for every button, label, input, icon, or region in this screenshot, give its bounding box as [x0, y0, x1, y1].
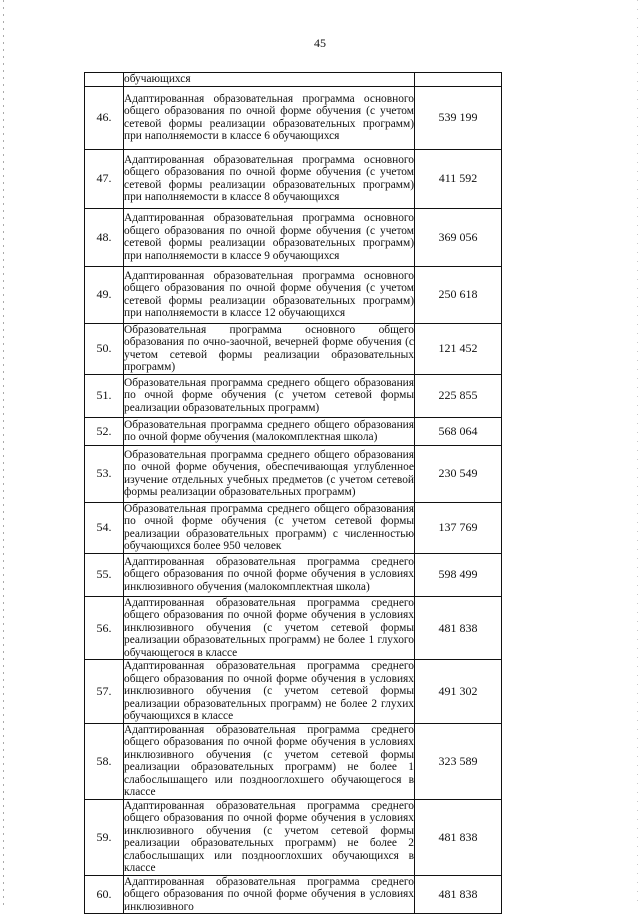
program-description: Адаптированная образовательная программа среднего общего образования по очной форме обучения в условиях инклюзивного обучения (с учетом сетевой формы реализации образовательных программ) не более 1 слабослышащего или позднооглохшего обучающегося в классе — [124, 723, 414, 798]
amount-value: 137 769 — [415, 502, 502, 553]
amount-value: 411 592 — [415, 149, 502, 208]
row-number: 54. — [85, 502, 124, 553]
amount-value: 481 838 — [415, 875, 502, 914]
program-description: Образовательная программа среднего общего образования по очной форме обучения (малокомплектная школа) — [124, 418, 414, 443]
program-description: Адаптированная образовательная программа среднего общего образования по очной форме обучения в условиях инклюзивного обучения (с учетом сетевой формы реализации образовательных программ) не более 2 слабослышащих или позднооглохших обучающихся в классе — [124, 799, 414, 874]
amount-value: 568 064 — [415, 417, 502, 445]
row-number: 47. — [85, 149, 124, 208]
program-description: Образовательная программа основного общего образования по очно-заочной, вечерней форме обучения (с учетом сетевой формы реализации образовательных программ) — [124, 323, 414, 373]
amount-value: 230 549 — [415, 445, 502, 502]
row-number: 49. — [85, 266, 124, 323]
table-row — [85, 208, 502, 266]
row-number: 51. — [85, 374, 124, 417]
table-row — [85, 660, 502, 724]
row-number: 52. — [85, 417, 124, 445]
program-description: Адаптированная образовательная программа основного общего образования по очной форме обучения (с учетом сетевой формы реализации образовательных программ) при наполняемости в классе 6 обучающихся — [124, 86, 415, 149]
row-number: 55. — [85, 553, 124, 596]
scan-edge-right — [637, 0, 638, 905]
row-number: 46. — [85, 86, 124, 149]
amount-value: 323 589 — [415, 723, 502, 799]
program-description: Образовательная программа среднего общего образования по очной форме обучения (с учетом сетевой формы реализации образовательных программ) с численностью обучающихся более 950 человек — [124, 502, 414, 552]
program-description: Образовательная программа среднего общего образования по очной форме обучения, обеспечивающая углубленное изучение отдельных учебных предметов (с учетом сетевой формы реализации образовательных программ) — [124, 445, 415, 502]
amount-value — [415, 73, 502, 87]
amount-value: 481 838 — [415, 799, 502, 875]
row-number: 48. — [85, 208, 124, 266]
table-row — [85, 596, 502, 660]
amount-value: 369 056 — [415, 208, 502, 266]
row-number — [85, 73, 124, 87]
row-number: 60. — [85, 875, 124, 914]
amount-value: 598 499 — [415, 553, 502, 596]
amount-value: 250 618 — [415, 266, 502, 323]
table-row — [85, 417, 502, 445]
amount-value: 539 199 — [415, 86, 502, 149]
program-description: Адаптированная образовательная программа среднего общего образования по очной форме обучения в условиях инклюзивного обучения (с учетом сетевой формы реализации образовательных программ) не более 1 глухого обучающегося в классе — [124, 596, 414, 659]
program-description: Адаптированная образовательная программа основного общего образования по очной форме обучения (с учетом сетевой формы реализации образовательных программ) при наполняемости в классе 12 обучающихся — [124, 266, 415, 323]
page-number: 45 — [314, 36, 326, 50]
table-row — [85, 149, 502, 208]
row-number: 56. — [85, 596, 124, 660]
row-number: 50. — [85, 323, 124, 374]
program-description: Адаптированная образовательная программа среднего общего образования по очной форме обучения в условиях инклюзивного обучения (малокомплектная школа) — [124, 553, 415, 596]
table-row — [85, 723, 502, 799]
program-description: Адаптированная образовательная программа основного общего образования по очной форме обучения (с учетом сетевой формы реализации образовательных программ) при наполняемости в классе 8 обучающихся — [124, 149, 415, 208]
table-row — [85, 374, 502, 417]
row-number: 57. — [85, 660, 124, 724]
table-row — [85, 323, 502, 374]
row-number: 58. — [85, 723, 124, 799]
table-row — [85, 875, 502, 914]
program-description: Адаптированная образовательная программа среднего общего образования по очной форме обучения в условиях инклюзивного обучения (с учетом сетевой формы реализации образовательных программ) не более 2 глухих обучающихся в классе — [124, 660, 414, 722]
table-row — [85, 86, 502, 149]
program-description: Образовательная программа среднего общего образования по очной форме обучения (с учетом сетевой формы реализации образовательных программ) — [124, 374, 415, 417]
program-description: Адаптированная образовательная программа основного общего образования по очной форме обучения (с учетом сетевой формы реализации образовательных программ) при наполняемости в классе 9 обучающихся — [124, 208, 415, 266]
table-row — [85, 445, 502, 502]
amount-value: 121 452 — [415, 323, 502, 374]
standards-table — [84, 72, 502, 914]
table-row — [85, 266, 502, 323]
table-row — [85, 73, 502, 87]
program-description: обучающихся — [124, 73, 415, 87]
scan-edge-left — [3, 0, 4, 905]
amount-value: 491 302 — [415, 660, 502, 724]
table-row — [85, 502, 502, 553]
amount-value: 481 838 — [415, 596, 502, 660]
row-number: 59. — [85, 799, 124, 875]
table-row — [85, 553, 502, 596]
program-description: Адаптированная образовательная программа среднего общего образования по очной форме обучения в условиях инклюзивного — [124, 875, 414, 913]
amount-value: 225 855 — [415, 374, 502, 417]
table-row — [85, 799, 502, 875]
row-number: 53. — [85, 445, 124, 502]
